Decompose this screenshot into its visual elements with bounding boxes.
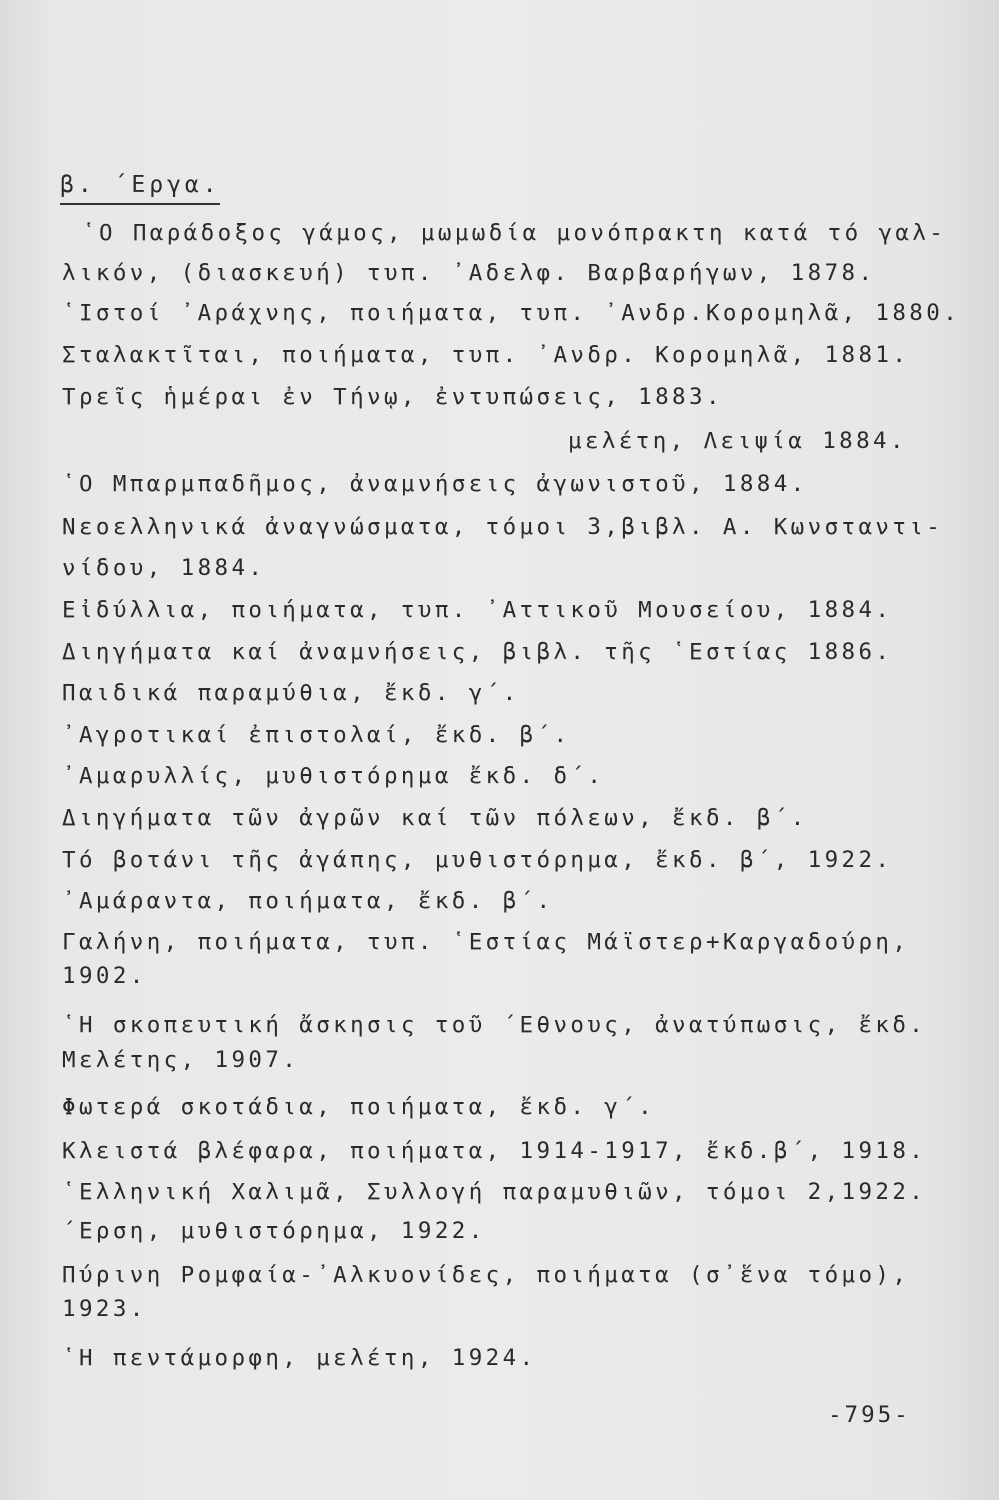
work-line: 1923. bbox=[62, 1296, 147, 1322]
work-line: ῾Η σκοπευτική ἄσκησις τοῦ ΄Εθνους, ἀνατύπωσις, ἔκδ. bbox=[62, 1012, 927, 1038]
work-line: Σταλακτῖται, ποιήματα, τυπ. ᾿Ανδρ. Κορομηλᾶ, 1881. bbox=[62, 342, 910, 368]
work-line: Πύρινη Ρομφαία-᾿Αλκυονίδες, ποιήματα (σ᾿ἕνα τόμο), bbox=[62, 1262, 910, 1288]
work-line: Νεοελληνικά ἀναγνώσματα, τόμοι 3,βιβλ. Α. Κωνσταντι- bbox=[62, 514, 944, 540]
work-line: Εἰδύλλια, ποιήματα, τυπ. ᾿Αττικοῦ Μουσείου, 1884. bbox=[62, 597, 893, 623]
work-line: ᾿Αγροτικαί ἐπιστολαί, ἔκδ. β΄. bbox=[62, 722, 571, 748]
work-line: Τρεῖς ἡμέραι ἐν Τήνῳ, ἐντυπώσεις, 1883. bbox=[62, 384, 723, 410]
work-line: ῾Ιστοί ᾿Αράχνης, ποιήματα, τυπ. ᾿Ανδρ.Κορομηλᾶ, 1880. bbox=[62, 300, 961, 326]
work-line: ῾Ελληνική Χαλιμᾶ, Συλλογή παραμυθιῶν, τόμοι 2,1922. bbox=[62, 1179, 927, 1205]
work-line: Διηγήματα καί ἀναμνήσεις, βιβλ. τῆς ῾Εστίας 1886. bbox=[62, 639, 893, 665]
heading-underline bbox=[60, 203, 220, 205]
work-line: νίδου, 1884. bbox=[62, 555, 266, 581]
section-heading: β. ΄Εργα. bbox=[60, 172, 221, 198]
work-line: Φωτερά σκοτάδια, ποιήματα, ἔκδ. γ΄. bbox=[62, 1094, 656, 1120]
work-line: ᾿Αμαρυλλίς, μυθιστόρημα ἔκδ. δ΄. bbox=[62, 763, 605, 789]
work-line: 1902. bbox=[62, 963, 147, 989]
work-line: μελέτη, Λειψία 1884. bbox=[568, 428, 907, 454]
page-number: -795- bbox=[828, 1402, 911, 1428]
work-line: ῾Ο Μπαρμπαδῆμος, ἀναμνήσεις ἀγωνιστοῦ, 1884. bbox=[62, 471, 808, 497]
work-line: ῾Ο Παράδοξος γάμος, μωμωδία μονόπρακτη κατά τό γαλ- bbox=[82, 220, 947, 246]
work-line: Παιδικά παραμύθια, ἔκδ. γ΄. bbox=[62, 680, 520, 706]
work-line: λικόν, (διασκευή) τυπ. ᾿Αδελφ. Βαρβαρήγων, 1878. bbox=[62, 260, 876, 286]
work-line: Τό βοτάνι τῆς ἀγάπης, μυθιστόρημα, ἔκδ. β΄, 1922. bbox=[62, 847, 893, 873]
work-line: Διηγήματα τῶν ἀγρῶν καί τῶν πόλεων, ἔκδ. β΄. bbox=[62, 805, 808, 831]
work-line: ΄Ερση, μυθιστόρημα, 1922. bbox=[62, 1218, 486, 1244]
work-line: Κλειστά βλέφαρα, ποιήματα, 1914-1917, ἔκδ.β΄, 1918. bbox=[62, 1138, 927, 1164]
work-line: ᾿Αμάραντα, ποιήματα, ἔκδ. β΄. bbox=[62, 888, 554, 914]
work-line: Γαλήνη, ποιήματα, τυπ. ῾Εστίας Μάϊστερ+Καργαδούρη, bbox=[62, 929, 910, 955]
work-line: Μελέτης, 1907. bbox=[62, 1047, 300, 1073]
work-line: ῾Η πεντάμορφη, μελέτη, 1924. bbox=[62, 1345, 537, 1371]
